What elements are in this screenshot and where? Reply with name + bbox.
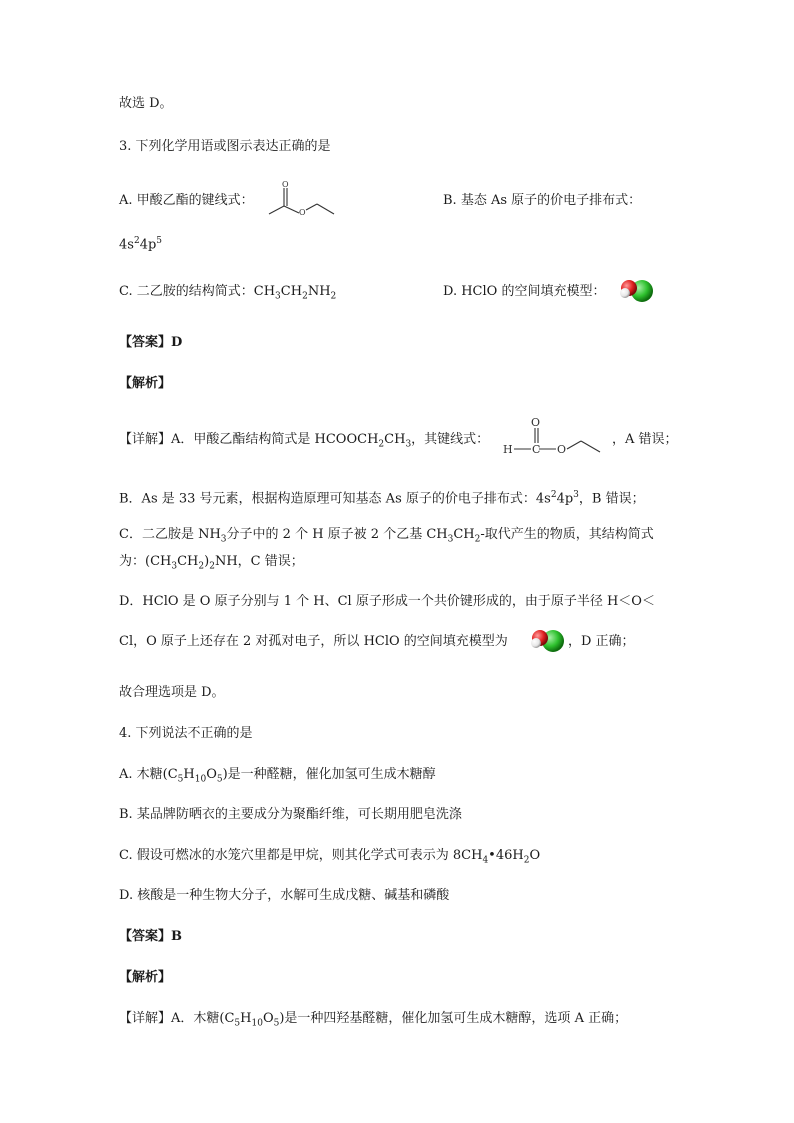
ethyl-formate-skeletal-formula [266,180,338,216]
ethyl-formate-structure-diagram [500,415,610,459]
text-part: -取代产生的物质，其结构简式 [480,527,654,542]
detail-3-a-end: ，A 错误； [612,432,678,447]
text-part: Cl，O 原子上还存在 2 对孤对电子，所以 HClO 的空间填充模型为 [119,634,508,649]
question-4-stem: 4. 下列说法不正确的是 [119,726,253,741]
q3-option-a [119,192,254,210]
text-part: A. 木糖(C [119,767,178,782]
struct-o-ester: O [557,443,567,456]
hclo-space-filling-model-a [615,276,657,304]
text-part: CH [177,554,199,569]
sup: 5 [156,236,163,246]
text-part: CH [384,432,406,447]
text-part: CH [253,284,276,299]
text-part: 4s [119,237,134,253]
text-part: C. 假设可燃冰的水笼穴里都是甲烷，则其化学式可表示为 8CH [119,848,483,863]
sub: 5 [234,1018,241,1029]
sub: 10 [194,774,207,785]
hclo-space-filling-model-b [526,626,568,654]
q4-option-a [119,766,436,789]
text-part: 4p [139,237,157,253]
sub: 2 [209,561,215,572]
struct-h: H [503,443,513,456]
detail-3-d-line1: D．HClO 是 O 原子分别与 1 个 H、Cl 原子形成一个共价键形成的，由于原子半径 H＜O＜ [119,594,655,609]
sub: 2 [474,534,481,545]
detail-3-a [119,431,489,454]
text-part: 【详解】A．木糖(C [119,1011,235,1026]
detail-3-d-line2 [119,633,508,651]
text-part: H [183,767,195,782]
text-part: B．As 是 33 号元素，根据构造原理可知基态 As 原子的价电子排布式：4s [119,491,551,507]
sub: 5 [216,774,223,785]
sub: 3 [171,561,178,572]
sub: 2 [198,561,205,572]
text-part: ，B 错误； [578,491,645,507]
q3-option-b-value [119,232,162,254]
sup: 2 [133,236,140,246]
svg-text:O: O [282,180,289,189]
text-part: ) [204,554,210,569]
q4-option-d: D. 核酸是一种生物大分子，水解可生成戊糖、碱基和磷酸 [119,888,450,903]
text-part: CH [280,284,303,299]
text-part: O [529,848,541,863]
sub: 3 [220,534,227,545]
detail-3-b [119,486,645,508]
sub: 3 [275,291,281,302]
prev-conclusion: 故选 D。 [119,96,173,111]
detail-3-c-line1 [119,526,654,549]
detail-3-d-end: ，D 正确； [568,634,635,649]
detail-4-a [119,1010,627,1033]
struct-c: C [532,443,541,456]
sup: 2 [550,490,557,500]
analysis-3-heading: 【解析】 [119,376,172,391]
text-part: H [240,1011,252,1026]
sub: 4 [482,855,489,866]
text-part: NH，C 错误； [214,554,304,569]
svg-text:O: O [299,208,306,216]
sub: 2 [330,291,337,302]
sub: 2 [302,291,308,302]
q3-option-a-label: A. 甲酸乙酯的键线式： [119,193,254,208]
text-part: )是一种醛糖，催化加氢可生成木糖醇 [222,767,436,782]
sub: 2 [378,439,385,450]
text-part: •46H [488,848,524,863]
question-3-stem: 3. 下列化学用语或图示表达正确的是 [119,139,331,154]
text-part: CH [453,527,475,542]
text-part: ，其键线式： [411,432,490,447]
q3-option-b-label: B. 基态 As 原子的价电子排布式： [443,193,642,208]
text-part: 为：(CH [119,554,172,569]
q3-option-d-label: D. HClO 的空间填充模型： [443,284,606,299]
text-part: C．二乙胺是 NH [119,527,221,542]
q4-option-c [119,847,540,870]
struct-o-carbonyl: O [531,416,541,429]
sup: 3 [573,490,579,500]
q4-option-b: B. 某品牌防晒衣的主要成分为聚酯纤维，可长期用肥皂洗涤 [119,807,462,822]
text-part: 4p [556,491,574,507]
q3-option-c-label: C. 二乙胺的结构简式： [119,284,254,299]
text-part: 【详解】A．甲酸乙酯结构简式是 HCOOCH [119,432,379,447]
sub: 3 [405,439,412,450]
sub: 2 [523,855,530,866]
answer-4: 【答案】B [119,929,182,944]
sub: 5 [177,774,184,785]
sub: 5 [273,1018,280,1029]
detail-3-conclusion: 故合理选项是 D。 [119,685,225,700]
text-part: )是一种四羟基醛糖，催化加氢可生成木糖醇，选项 A 正确； [279,1011,628,1026]
sub: 3 [447,534,454,545]
text-part: NH [307,284,331,299]
analysis-4-heading: 【解析】 [119,970,172,985]
sub: 10 [251,1018,263,1029]
detail-3-c-line2 [119,553,304,576]
text-part: 分子中的 2 个 H 原子被 2 个乙基 CH [226,527,448,542]
text-part: O [206,767,217,782]
q3-option-c [119,283,336,306]
answer-3: 【答案】D [119,335,183,350]
text-part: O [262,1011,274,1026]
